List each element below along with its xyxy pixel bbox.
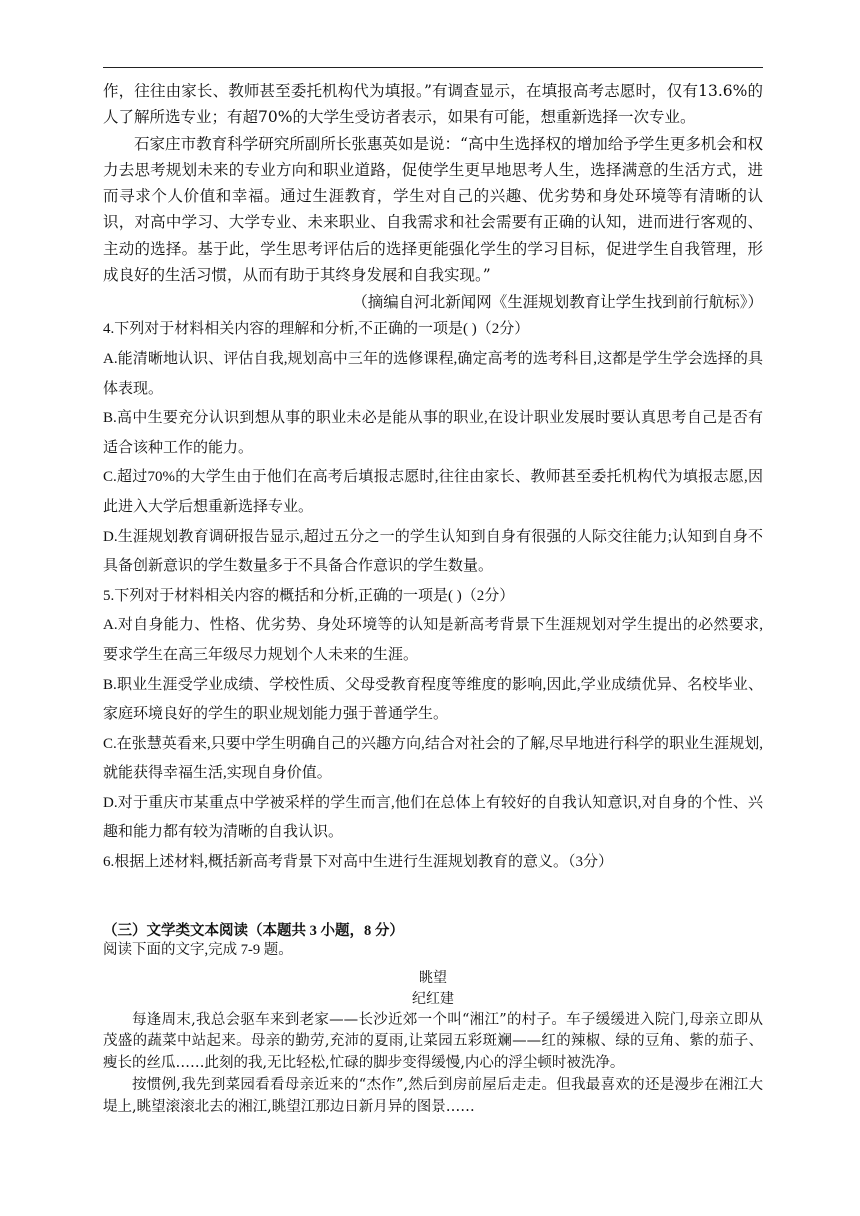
question-5 (103, 582, 763, 848)
question-stem: 4.下列对于材料相关内容的理解和分析,不正确的一项是( )（2分） (103, 321, 530, 338)
question-stem: 5.下列对于材料相关内容的概括和分析,正确的一项是( )（2分） (103, 587, 515, 604)
article-source: （摘编自河北新闻网《生涯规划教育让学生找到前行航标》） (352, 293, 763, 312)
section-title: （三）文学类文本阅读（本题共 3 小题，8 分） (103, 922, 404, 939)
option-d: D.对于重庆市某重点中学被采样的学生而言,他们在总体上有较好的自我认知意识,对自身的个性、兴趣和能力都有较为清晰的自我认识。 (103, 794, 763, 841)
story (103, 968, 763, 1119)
header-rule (103, 67, 763, 68)
article-paragraph: 作，往往由家长、教师甚至委托机构代为填报。”有调查显示，在填报高考志愿时，仅有13.6%的人了解所选专业；有超70%的大学生受访者表示，如果有可能，想重新选择一次专业。 (103, 82, 763, 127)
option-a: A.能清晰地认识、评估自我,规划高中三年的选修课程,确定高考的选考科目,这都是学生学会选择的具体表现。 (103, 350, 763, 397)
question-6 (103, 848, 763, 878)
story-paragraph: 每逢周末,我总会驱车来到老家——长沙近郊一个叫“湘江”的村子。车子缓缓进入院门,母亲立即从茂盛的蔬菜中站起来。母亲的勤劳,充沛的夏雨,让菜园五彩斑斓——红的辣椒、绿的豆角、紫的茄子、瘦长的丝瓜……此刻的我,无比轻松,忙碌的脚步变得缓慢,内心的浮尘顿时被洗净。 (103, 1011, 763, 1072)
article-section (103, 78, 763, 315)
section-3-header (103, 922, 763, 960)
question-stem: 6.根据上述材料,概括新高考背景下对高中生进行生涯规划教育的意义。（3分） (103, 854, 614, 871)
story-author: 纪红建 (412, 990, 454, 1007)
option-b: B.高中生要充分认识到想从事的职业未必是能从事的职业,在设计职业发展时要认真思考自己是否有适合该种工作的能力。 (103, 410, 763, 456)
option-c: C.超过70%的大学生由于他们在高考后填报志愿时,往往由家长、教师甚至委托机构代为填报志愿,因此进入大学后想重新选择专业。 (103, 469, 763, 515)
story-paragraph: 按惯例,我先到菜园看看母亲近来的“杰作”,然后到房前屋后走走。但我最喜欢的还是漫步在湘江大堤上,眺望滚滚北去的湘江,眺望江那边日新月异的图景…… (103, 1077, 763, 1115)
option-a: A.对自身能力、性格、优劣势、身处环境等的认知是新高考背景下生涯规划对学生提出的必然要求,要求学生在高三年级尽力规划个人未来的生涯。 (103, 617, 763, 663)
option-c: C.在张慧英看来,只要中学生明确自己的兴趣方向,结合对社会的了解,尽早地进行科学的职业生涯规划,就能获得幸福生活,实现自身价值。 (103, 735, 763, 782)
question-4 (103, 315, 763, 581)
exam-page (103, 78, 763, 1119)
option-d: D.生涯规划教育调研报告显示,超过五分之一的学生认知到自身有很强的人际交往能力;认知到自身不具备创新意识的学生数量多于不具备合作意识的学生数量。 (103, 528, 763, 575)
article-paragraph-quote: 石家庄市教育科学研究所副所长张惠英如是说：“高中生选择权的增加给予学生更多机会和权力去思考规划未来的专业方向和职业道路，促使学生更早地思考人生，选择满意的生活方式，进而寻求个人价值和幸福。通过生涯教育，学生对自己的兴趣、优劣势和身处环境等有清晰的认识，对高中学习、大学专业、未来职业、自我需求和社会需要有正确的认知，进而进行客观的、主动的选择。基于此，学生思考评估后的选择更能强化学生的学习目标，促进学生自我管理，形成良好的生活习惯，从而有助于其终身发展和自我实现。” (103, 134, 763, 285)
section-instruction: 阅读下面的文字,完成 7-9 题。 (103, 941, 293, 958)
story-title: 眺望 (419, 969, 447, 986)
option-b: B.职业生涯受学业成绩、学校性质、父母受教育程度等维度的影响,因此,学业成绩优异、名校毕业、家庭环境良好的学生的职业规划能力强于普通学生。 (103, 676, 763, 723)
